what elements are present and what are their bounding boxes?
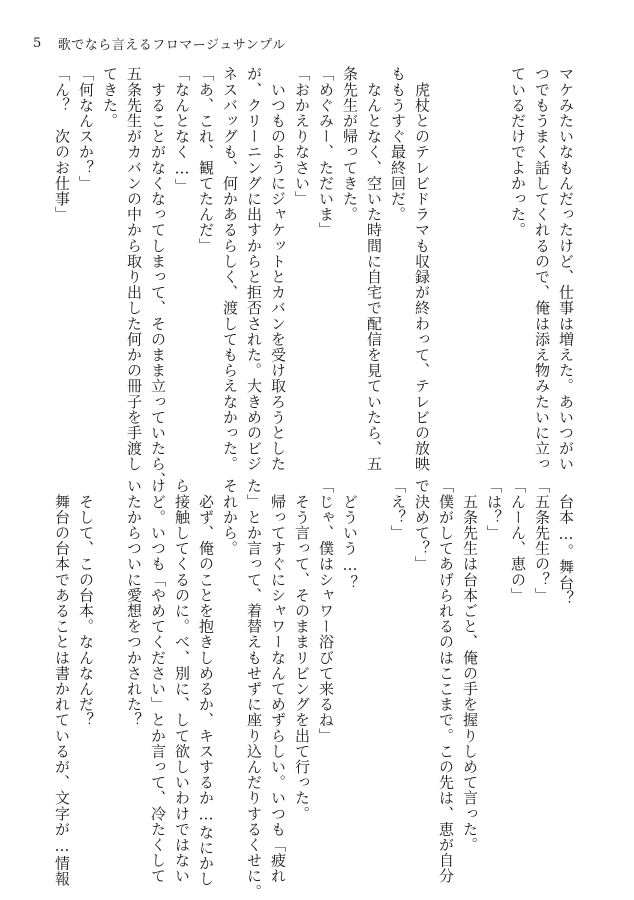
text-line: 五条先生がカバンの中から取り出した何かの冊子を手渡し: [125, 66, 143, 472]
text-line: つでもうまく話してくれるので、俺は添え物みたいに立っ: [533, 66, 551, 472]
text-line: 条先生が帰ってきた。: [341, 66, 359, 222]
page-number: 5: [33, 35, 42, 51]
text-line: そう言って、そのままリビングを出て行った。: [293, 478, 311, 822]
text-line: 「おかえりなさい」: [293, 66, 311, 207]
text-line: ももうすぐ最終回だ。: [389, 66, 407, 222]
text-line: 「は？」: [485, 478, 503, 541]
text-line: [482, 66, 506, 446]
lower-text-block: [50, 478, 578, 900]
text-line: [362, 478, 386, 838]
text-line: 「僕がしてあげられるのはここまで。この先は、恵が自分: [437, 478, 455, 884]
page-header: [33, 33, 286, 53]
text-line: 「じゃ、僕はシャワー浴びて来るね」: [317, 478, 335, 744]
text-line: で決めて？」: [413, 478, 431, 572]
text-line: 台本…。舞台？: [557, 478, 575, 606]
upper-text-block: [50, 66, 578, 488]
text-line: [458, 66, 482, 446]
text-line: [434, 66, 458, 446]
text-line: 「何なんスか？」: [77, 66, 95, 191]
text-line: 「なんとなく…」: [173, 66, 191, 194]
text-line: が、クリーニングに出すからと拒否された。大きめのビジ: [245, 66, 263, 472]
text-line: ら接触してくるのに。べ、別に、して欲しいわけではない: [173, 478, 191, 884]
text-line: 舞台の台本であることは書かれているが、文字が…情報: [53, 478, 71, 887]
text-line: てきた。: [101, 66, 119, 129]
text-line: それから。: [221, 478, 239, 556]
text-line: けど。いつも「やめてください」とか言って、冷たくして: [149, 478, 167, 884]
text-line: ているだけでよかった。: [509, 66, 527, 238]
running-title: 歌でなら言えるフロマージュサンプル: [57, 37, 286, 53]
text-line: た」とか言って、着替えもせずに座り込んだりするくせに。: [245, 478, 263, 900]
text-line: [98, 478, 122, 838]
text-line: 「んーん、恵の」: [509, 478, 527, 603]
text-line: 「ん？ 次のお仕事」: [53, 66, 71, 222]
text-line: 「え？」: [389, 478, 407, 541]
text-line: どういう…？: [341, 478, 359, 591]
text-line: マケみたいなもんだったけど、仕事は増えた。あいつがい: [557, 66, 575, 472]
text-line: ネスバッグも、何かあるらしく、渡してもらえなかった。: [221, 66, 239, 472]
text-line: 五条先生は台本ごと、俺の手を握りしめて言った。: [461, 478, 479, 853]
text-line: 虎杖とのテレビドラマも収録が終わって、テレビの放映: [413, 66, 431, 472]
text-line: そして、この台本。なんなんだ？: [77, 478, 95, 728]
text-line: なんとなく、空いた時間に自宅で配信を見ていたら、五: [365, 66, 383, 472]
text-line: 帰ってすぐにシャワーなんてめずらしい。いつも「疲れ: [269, 478, 287, 884]
text-line: 「五条先生の？」: [533, 478, 551, 603]
text-line: いたからついに愛想をつかされた？: [125, 478, 143, 728]
text-line: 必ず、俺のことを抱きしめるか、キスするか…なにかし: [197, 478, 215, 887]
text-line: することがなくなってしまって、そのまま立っていたら、: [149, 66, 167, 488]
text-line: 「めぐみー、ただいま」: [317, 66, 335, 238]
text-line: いつものようにジャケットとカバンを受け取ろうとした: [269, 66, 287, 472]
text-line: 「あ、これ、観てたんだ」: [197, 66, 215, 254]
